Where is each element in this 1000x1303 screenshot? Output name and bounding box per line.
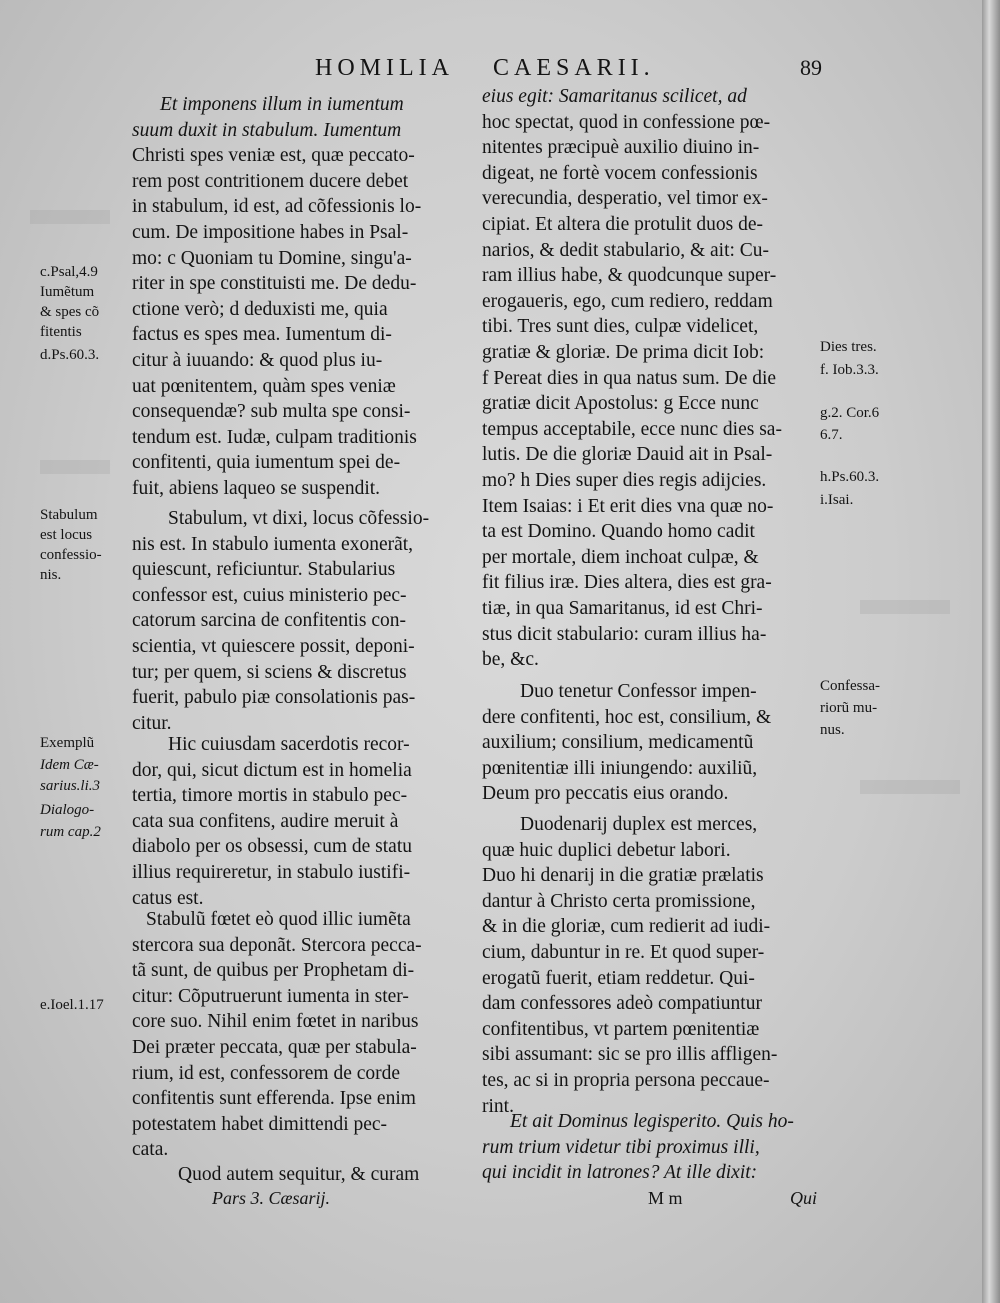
text-line: stercora sua deponãt. Stercora pecca- xyxy=(132,934,422,956)
text-line: tã sunt, de quibus per Prophetam di- xyxy=(132,960,415,982)
bleed-through xyxy=(860,780,960,794)
text-line: pœnitentiæ illi iniungendo: auxiliũ, xyxy=(482,757,758,779)
text-line: uat pœnitentem, quàm spes veniæ xyxy=(132,375,396,397)
text-line: rium, id est, confessorem de corde xyxy=(132,1062,401,1084)
bleed-through xyxy=(30,210,110,224)
text-line: ta est Domino. Quando homo cadit xyxy=(482,521,755,543)
margin-note: fitentis xyxy=(40,324,82,340)
text-line: digeat, ne fortè vocem confessionis xyxy=(482,162,758,184)
left-text-column xyxy=(132,92,472,1217)
text-line: tiæ, in qua Samaritanus, id est Chri- xyxy=(482,598,763,619)
margin-note: c.Psal,4.9 xyxy=(40,264,98,280)
bleed-through xyxy=(860,600,950,614)
margin-note: rum cap.2 xyxy=(40,824,101,840)
text-line: Hic cuiusdam sacerdotis recor- xyxy=(168,734,410,755)
catchword: Qui xyxy=(790,1188,817,1208)
running-head-right: CAESARII. xyxy=(493,55,655,81)
text-line: cata. xyxy=(132,1139,169,1161)
text-line: catus est. xyxy=(132,887,204,909)
text-line: gratiæ dicit Apostolus: g Ecce nunc xyxy=(482,393,759,415)
text-line: per mortale, diem inchoat culpæ, & xyxy=(482,546,759,568)
margin-note: Dialogo- xyxy=(40,802,95,818)
text-line: quæ huic duplici debetur labori. xyxy=(482,839,731,861)
text-line: catorum sarcina de confitentis con- xyxy=(132,610,406,632)
text-line: consequendæ? sub multa spe consi- xyxy=(132,401,411,423)
page-edge xyxy=(982,0,1000,1303)
text-line: tibi. Tres sunt dies, culpæ videlicet, xyxy=(482,316,759,338)
margin-note: Iumẽtum xyxy=(40,284,95,300)
quire-mark: M m xyxy=(648,1188,683,1208)
page-number: 89 xyxy=(800,55,822,80)
text-line: nitentes præcipuè auxilio diuino in- xyxy=(482,137,760,159)
text-line: dere confitenti, hoc est, consilium, & xyxy=(482,706,772,728)
text-line: Et ait Dominus legisperito. Quis ho- xyxy=(510,1111,794,1132)
margin-note: sarius.li.3 xyxy=(40,778,101,794)
text-line: tendum est. Iudæ, culpam traditionis xyxy=(132,426,417,448)
text-line: Stabulũ fœtet eò quod illic iumẽta xyxy=(146,909,411,930)
running-head xyxy=(315,55,855,85)
text-line: & in die gloriæ, cum redierit ad iudi- xyxy=(482,916,771,938)
margin-note: nis. xyxy=(40,567,62,583)
text-line: mo: c Quoniam tu Domine, singu'a- xyxy=(132,247,412,269)
text-line: in stabulum, id est, ad cõfessionis lo- xyxy=(132,196,422,218)
margin-note: d.Ps.60.3. xyxy=(40,347,100,363)
text-line: erogatũ fuerit, etiam reddetur. Qui- xyxy=(482,967,755,989)
text-line: Duodenarij duplex est merces, xyxy=(520,814,758,835)
text-line: Dei præter peccata, quæ per stabula- xyxy=(132,1037,417,1058)
margin-note: Idem Cæ- xyxy=(40,757,99,773)
text-line: scientia, vt quiescere possit, deponi- xyxy=(132,636,415,657)
text-line: ram illius habe, & quodcunque super- xyxy=(482,265,777,287)
text-line: illius requireretur, in stabulo iustifi- xyxy=(132,862,411,883)
text-line: citur à iuuando: & quod plus iu- xyxy=(132,350,383,371)
margin-note: f. Iob.3.3. xyxy=(820,362,879,378)
text-line: Deum pro peccatis eius orando. xyxy=(482,783,729,805)
text-line: confitenti, quia iumentum spei de- xyxy=(132,452,401,474)
text-line: tur; per quem, si sciens & discretus xyxy=(132,661,407,683)
text-line: fit filius iræ. Dies altera, dies est gra- xyxy=(482,572,772,594)
margin-note: g.2. Cor.6 xyxy=(820,405,880,421)
text-line: confitentis sunt efferenda. Ipse enim xyxy=(132,1088,416,1110)
text-line: verecundia, desperatio, vel timor ex- xyxy=(482,188,768,210)
text-line: suum duxit in stabulum. Iumentum xyxy=(132,119,402,141)
bleed-through xyxy=(40,460,110,474)
margin-note: & spes cõ xyxy=(40,304,100,320)
text-line: Stabulum, vt dixi, locus cõfessio- xyxy=(168,508,430,529)
text-line: dam confessores adeò compatiuntur xyxy=(482,993,762,1015)
text-line: Duo tenetur Confessor impen- xyxy=(520,681,757,702)
text-line: mo? h Dies super dies regis adijcies. xyxy=(482,470,767,491)
text-line: dantur à Christo certa promissione, xyxy=(482,890,756,912)
text-line: Et imponens illum in iumentum xyxy=(160,94,404,115)
margin-note: h.Ps.60.3. xyxy=(820,469,880,485)
text-line: fuerit, pabulo piæ consolationis pas- xyxy=(132,687,416,709)
signature-mark: Pars 3. Cæsarij. xyxy=(212,1188,331,1208)
text-line: fuit, abiens laqueo se suspendit. xyxy=(132,478,381,499)
margin-note: confessio- xyxy=(40,547,102,563)
text-line: auxilium; consilium, medicamentũ xyxy=(482,732,754,754)
right-text-column xyxy=(482,84,827,1224)
text-line: core suo. Nihil enim fœtet in naribus xyxy=(132,1011,419,1033)
text-line: lutis. De die gloriæ Dauid ait in Psal- xyxy=(482,444,773,466)
text-line: tertia, timore mortis in stabulo pec- xyxy=(132,785,408,807)
text-line: riter in spe constituisti me. De dedu- xyxy=(132,273,417,295)
margin-note: e.Ioel.1.17 xyxy=(40,997,104,1013)
text-line: cum. De impositione habes in Psal- xyxy=(132,222,409,243)
text-line: f Pereat dies in qua natus sum. De die xyxy=(482,367,777,389)
text-line: diabolo per os obsessi, cum de statu xyxy=(132,836,412,858)
text-line: stus dicit stabulario: curam illius ha- xyxy=(482,623,767,645)
text-line: eius egit: Samaritanus scilicet, ad xyxy=(482,86,747,107)
margin-note: riorũ mu- xyxy=(820,700,878,716)
text-line: quiescunt, reficiuntur. Stabularius xyxy=(132,559,396,581)
text-line: rint. xyxy=(482,1095,514,1117)
margin-note: est locus xyxy=(40,527,93,543)
text-line: erogaueris, ego, cum rediero, reddam xyxy=(482,290,773,312)
text-line: confessor est, cuius ministerio pec- xyxy=(132,584,407,606)
margin-note: i.Isai. xyxy=(820,492,854,508)
text-line: nis est. In stabulo iumenta exonerãt, xyxy=(132,533,414,555)
text-line: confitentibus, vt partem pœnitentiæ xyxy=(482,1018,760,1040)
text-line: sibi assumant: sic se pro illis affligen- xyxy=(482,1044,778,1066)
text-line: dor, qui, sicut dictum est in homelia xyxy=(132,759,412,781)
margin-note: Confessa- xyxy=(820,678,880,694)
text-line: potestatem habet dimittendi pec- xyxy=(132,1113,388,1135)
text-line: factus es spes mea. Iumentum di- xyxy=(132,324,392,346)
text-line: tes, ac si in propria persona peccaue- xyxy=(482,1070,770,1091)
text-line: Quod autem sequitur, & curam xyxy=(178,1164,420,1185)
text-line: Christi spes veniæ est, quæ peccato- xyxy=(132,145,415,167)
margin-note: Exemplũ xyxy=(40,735,95,751)
text-line: cium, dabuntur in re. Et quod super- xyxy=(482,942,765,963)
text-line: citur: Cõputruerunt iumenta in ster- xyxy=(132,985,409,1007)
text-line: gratiæ & gloriæ. De prima dicit Iob: xyxy=(482,342,765,363)
margin-note: Stabulum xyxy=(40,507,98,523)
text-line: Item Isaias: i Et erit dies vna quæ no- xyxy=(482,495,774,517)
text-line: narios, & dedit stabulario, & ait: Cu- xyxy=(482,239,770,261)
text-line: cata sua confitens, audire meruit à xyxy=(132,810,399,832)
margin-note: nus. xyxy=(820,722,845,738)
margin-note: 6.7. xyxy=(820,427,843,443)
text-line: rum trium videtur tibi proximus illi, xyxy=(482,1136,760,1158)
text-line: ctione verò; d deduxisti me, quia xyxy=(132,298,388,320)
text-line: hoc spectat, quod in confessione pœ- xyxy=(482,111,771,133)
text-line: be, &c. xyxy=(482,649,539,671)
text-line: Duo hi denarij in die gratiæ prælatis xyxy=(482,865,764,887)
text-line: citur. xyxy=(132,712,172,734)
margin-note: Dies tres. xyxy=(820,339,877,355)
text-line: rem post contritionem ducere debet xyxy=(132,170,409,192)
text-line: tempus acceptabile, ecce nunc dies sa- xyxy=(482,418,782,440)
text-line: qui incidit in latrones? At ille dixit: xyxy=(482,1162,758,1184)
running-head-left: HOMILIA xyxy=(315,55,454,81)
text-line: cipiat. Et altera die protulit duos de- xyxy=(482,214,764,235)
